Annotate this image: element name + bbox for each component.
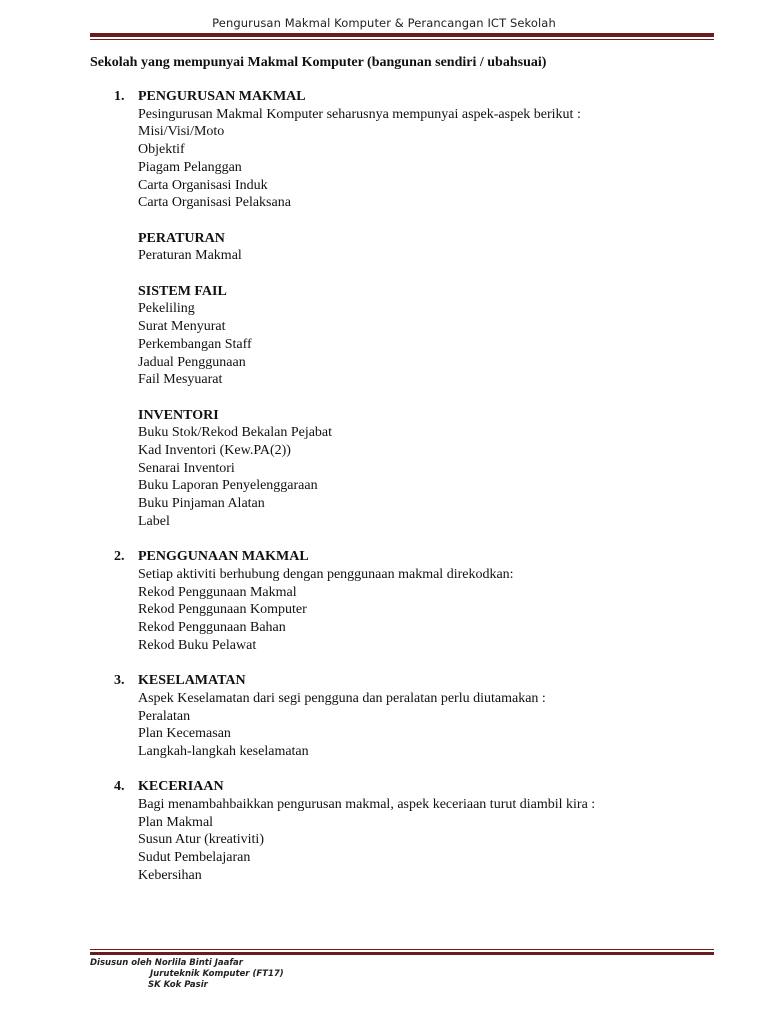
section-line: Langkah-langkah keselamatan (138, 743, 309, 759)
section-line: Buku Laporan Penyelenggaraan (138, 478, 318, 494)
section-line: Pesingurusan Makmal Komputer seharusnya mempunyai aspek-aspek berikut : (138, 106, 581, 122)
section-line: Susun Atur (kreativiti) (138, 832, 264, 848)
section-line: Bagi menambahbaikkan pengurusan makmal, aspek keceriaan turut diambil kira : (138, 797, 596, 813)
section-line: Rekod Penggunaan Makmal (138, 584, 297, 600)
section-line: Objektif (138, 142, 185, 158)
section-line: Fail Mesyuarat (138, 372, 223, 388)
content-body (0, 88, 768, 902)
section-heading: PERATURAN (138, 230, 225, 246)
footer-rule-thick (90, 952, 714, 955)
section-line: Peralatan (138, 708, 191, 724)
section-line: Jadual Penggunaan (138, 354, 246, 370)
section-line: Kad Inventori (Kew.PA(2)) (138, 443, 291, 459)
section-heading: PENGGUNAAN MAKMAL (138, 549, 309, 565)
section-line: Senarai Inventori (138, 460, 235, 476)
section-line: Rekod Buku Pelawat (138, 637, 257, 653)
running-header: Pengurusan Makmal Komputer & Perancangan ICT Sekolah (212, 16, 556, 30)
section-number: 2. (114, 549, 125, 565)
document-title: Sekolah yang mempunyai Makmal Komputer (bangunan sendiri / ubahsuai) (90, 55, 547, 70)
section-heading: KESELAMATAN (138, 673, 246, 689)
section-line: Plan Kecemasan (138, 726, 231, 742)
footer-author: Disusun oleh Norlila Binti Jaafar (90, 958, 243, 968)
section-5 (0, 548, 768, 654)
section-number: 3. (114, 673, 125, 689)
section-line: Plan Makmal (138, 814, 214, 830)
section-line: Surat Menyurat (138, 319, 226, 335)
section-number: 4. (114, 779, 125, 795)
section-heading: KECERIAAN (138, 779, 224, 795)
section-line: Piagam Pelanggan (138, 159, 242, 175)
section-line: Label (138, 513, 170, 529)
section-7 (0, 778, 768, 884)
header-rule-thin (90, 39, 714, 40)
footer-school: SK Kok Pasir (148, 980, 208, 990)
section-heading: PENGURUSAN MAKMAL (138, 89, 306, 104)
section-line: Peraturan Makmal (138, 248, 242, 264)
section-heading: SISTEM FAIL (138, 283, 227, 299)
section-line: Carta Organisasi Induk (138, 177, 268, 193)
section-line: Buku Pinjaman Alatan (138, 496, 265, 512)
section-number: 1. (114, 89, 125, 104)
section-line: Sudut Pembelajaran (138, 850, 251, 866)
section-2 (0, 230, 768, 265)
footer-role: Juruteknik Komputer (FT17) (150, 969, 284, 979)
section-line: Perkembangan Staff (138, 336, 252, 352)
section-line: Rekod Penggunaan Komputer (138, 602, 307, 618)
section-line: Setiap aktiviti berhubung dengan penggunaan makmal direkodkan: (138, 566, 514, 582)
section-line: Aspek Keselamatan dari segi pengguna dan peralatan perlu diutamakan : (138, 690, 546, 706)
section-line: Carta Organisasi Pelaksana (138, 195, 291, 211)
section-line: Buku Stok/Rekod Bekalan Pejabat (138, 425, 333, 441)
footer (90, 958, 284, 991)
section-6 (0, 672, 768, 761)
section-line: Misi/Visi/Moto (138, 124, 225, 140)
section-line: Rekod Penggunaan Bahan (138, 620, 286, 636)
section-1 (0, 88, 768, 212)
section-3 (0, 283, 768, 389)
header-rule-thick (90, 33, 714, 37)
section-4 (0, 407, 768, 531)
section-line: Kebersihan (138, 867, 202, 883)
footer-rule-thin (90, 949, 714, 950)
section-line: Pekeliling (138, 301, 195, 317)
section-heading: INVENTORI (138, 407, 219, 423)
